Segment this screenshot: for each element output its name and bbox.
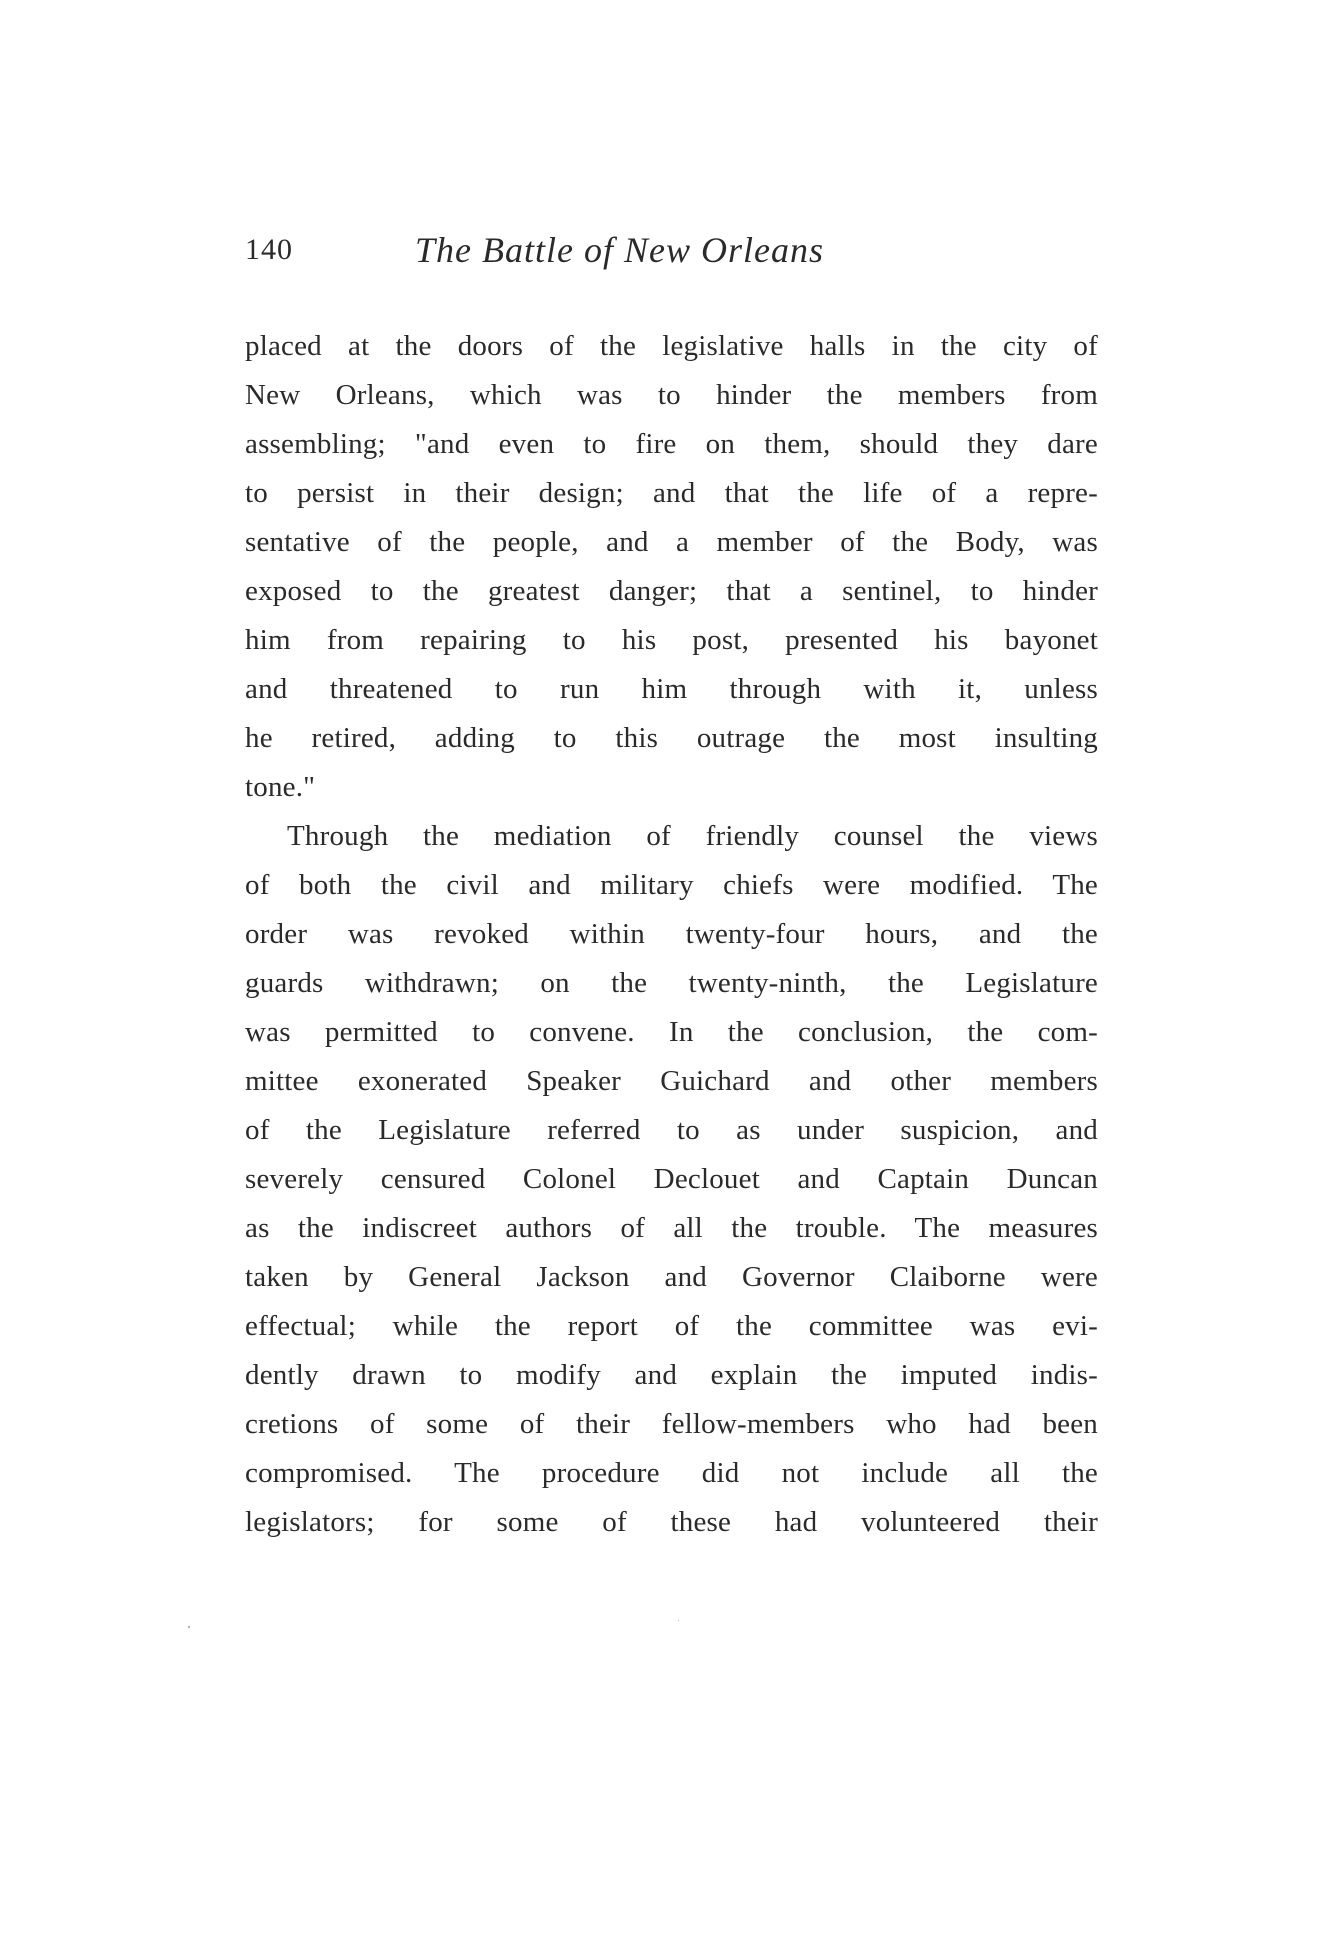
text-line: exposed to the greatest danger; that a sentinel, to hinder <box>245 575 1098 607</box>
scan-speck <box>678 1620 679 1621</box>
text-line: compromised. The procedure did not include all the <box>245 1457 1098 1489</box>
text-line: cretions of some of their fellow-members who had been <box>245 1408 1098 1440</box>
body-text <box>245 322 1098 1547</box>
text-line: New Orleans, which was to hinder the members from <box>245 379 1098 411</box>
page-number: 140 <box>245 233 293 266</box>
text-line: assembling; "and even to fire on them, should they dare <box>245 428 1098 460</box>
text-line: sentative of the people, and a member of the Body, was <box>245 526 1098 558</box>
text-line: taken by General Jackson and Governor Claiborne were <box>245 1261 1098 1293</box>
text-line: him from repairing to his post, presented his bayonet <box>245 624 1098 656</box>
text-line: guards withdrawn; on the twenty-ninth, the Legislature <box>245 967 1098 999</box>
text-line: severely censured Colonel Declouet and Captain Duncan <box>245 1163 1098 1195</box>
paragraph-end-line: tone." <box>245 771 316 803</box>
text-line: mittee exonerated Speaker Guichard and other members <box>245 1065 1098 1097</box>
text-line: legislators; for some of these had volunteered their <box>245 1506 1098 1538</box>
text-line: of the Legislature referred to as under suspicion, and <box>245 1114 1098 1146</box>
text-line: he retired, adding to this outrage the most insulting <box>245 722 1098 754</box>
text-line: to persist in their design; and that the life of a repre- <box>245 477 1098 509</box>
text-line: as the indiscreet authors of all the trouble. The measures <box>245 1212 1098 1244</box>
text-line: was permitted to convene. In the conclusion, the com- <box>245 1016 1098 1048</box>
text-line: order was revoked within twenty-four hours, and the <box>245 918 1098 950</box>
text-line: and threatened to run him through with it, unless <box>245 673 1098 705</box>
text-line: effectual; while the report of the committee was evi- <box>245 1310 1098 1342</box>
scan-speck <box>188 1626 190 1628</box>
paragraph-start-line: Through the mediation of friendly counsel the views <box>287 820 1098 852</box>
book-title: The Battle of New Orleans <box>415 230 824 270</box>
text-line: of both the civil and military chiefs were modified. The <box>245 869 1098 901</box>
text-line: dently drawn to modify and explain the imputed indis- <box>245 1359 1098 1391</box>
running-head <box>245 230 1100 273</box>
text-line: placed at the doors of the legislative halls in the city of <box>245 330 1098 362</box>
